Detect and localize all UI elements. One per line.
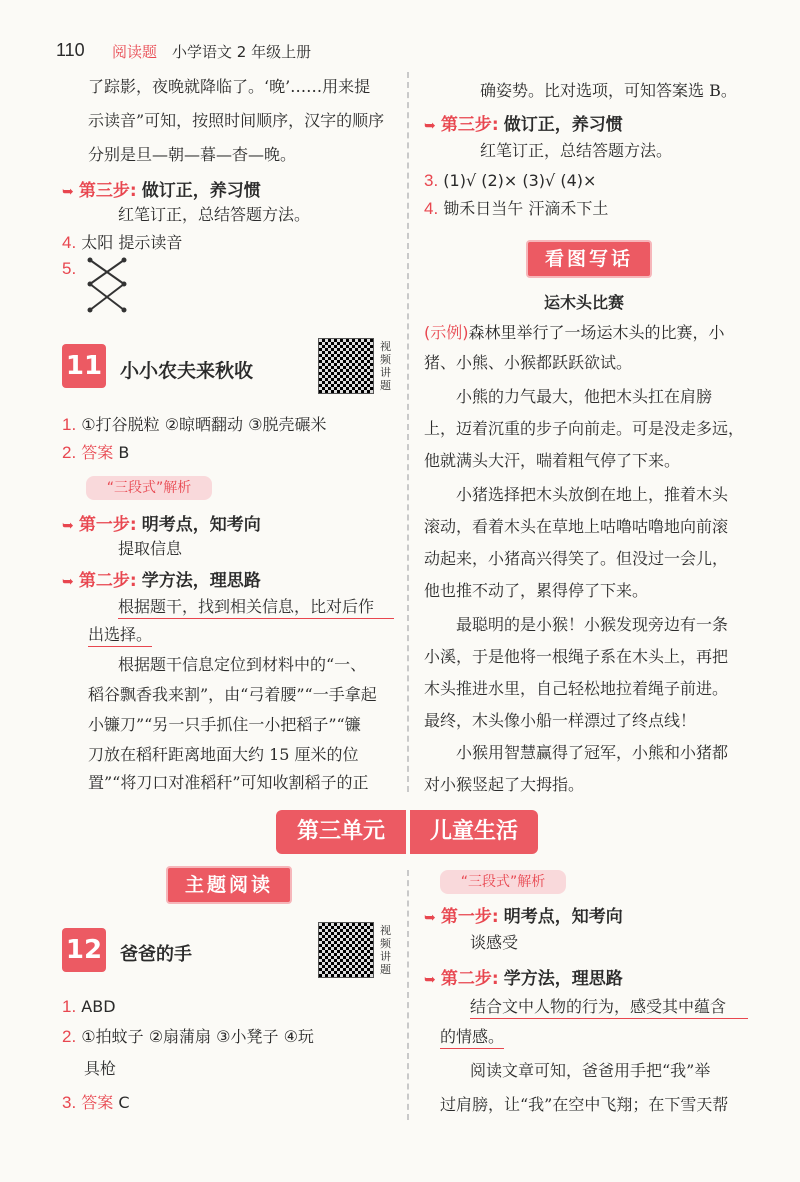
step-arrow-icon: ➥	[62, 518, 74, 534]
step-title: 做订正，养习惯	[141, 181, 261, 201]
essay-line-3: 小熊的力气最大，他把木头扛在肩膀	[456, 387, 713, 406]
lesson-title: 爸爸的手	[120, 944, 192, 965]
essay-line-1: (示例)森林里举行了一场运木头的比赛，小	[424, 323, 725, 342]
essay-title: 运木头比赛	[544, 293, 625, 312]
qr-code-icon[interactable]	[318, 338, 374, 394]
l11-step1-text: 提取信息	[118, 539, 183, 558]
analysis-tag: “三段式”解析	[440, 870, 566, 894]
series-name: 阅读题	[112, 43, 158, 61]
step-arrow-icon: ➥	[424, 972, 436, 988]
book-subject: 小学语文 2 年级上册	[172, 43, 312, 61]
r12-step1-row: ➥ 第一步: 明考点，知考向	[424, 907, 623, 927]
step3-text-left: 红笔订正，总结答题方法。	[118, 205, 311, 224]
l11-step2-line-2: 出选择。	[88, 624, 152, 647]
right-line-1: 确姿势。比对选项，可知答案选 B。	[480, 81, 737, 100]
right-q3: 3. (1)√ (2)× (3)√ (4)×	[424, 171, 597, 190]
column-divider-bottom	[407, 870, 409, 1120]
qr-label: 视频讲题	[380, 924, 391, 976]
l11-body-3: 小镰刀”“另一只手抓住一小把稻子”“镰	[88, 715, 361, 734]
q5-left: 5.	[62, 259, 77, 278]
l12-q2-cont: 具枪	[84, 1059, 117, 1078]
qr-code-icon[interactable]	[318, 922, 374, 978]
r12-step2-line-2: 的情感。	[440, 1026, 504, 1049]
l11-step2-line-1: 根据题干，找到相关信息，比对后作	[118, 596, 394, 619]
essay-line-13: 最终，木头像小船一样漂过了终点线！	[424, 711, 697, 730]
essay-line-2: 猪、小熊、小猴都跃跃欲试。	[424, 353, 633, 372]
page-number: 110	[56, 40, 85, 60]
essay-line-6: 小猪选择把木头放倒在地上，推着木头	[456, 485, 729, 504]
essay-line-14: 小猴用智慧赢得了冠军，小熊和小猪都	[456, 743, 729, 762]
qr-label: 视频讲题	[380, 340, 391, 392]
left-line-2: 示读音”可知，按照时间顺序，汉字的顺序	[88, 111, 385, 130]
example-tag: (示例)	[424, 323, 469, 342]
l11-body-2: 稻谷飘香我来割”，由“弓着腰”“一手拿起	[88, 685, 377, 704]
essay-line-8: 动起来，小猪高兴得笑了。但没过一会儿，	[424, 549, 729, 568]
page-header	[56, 36, 376, 64]
step-label: 第三步:	[78, 181, 137, 201]
r12-step2-line-1: 结合文中人物的行为，感受其中蕴含	[470, 996, 748, 1019]
matching-lines-diagram	[84, 254, 132, 318]
analysis-tag: “三段式”解析	[86, 476, 212, 500]
essay-line-15: 对小猴竖起了大拇指。	[424, 775, 585, 794]
unit-label: 第三单元	[276, 810, 406, 854]
l11-step1-row: ➥ 第一步: 明考点，知考向	[62, 515, 261, 535]
essay-line-4: 上，迈着沉重的步子向前走。可是没走多远，	[424, 419, 745, 438]
l11-step2-row: ➥ 第二步: 学方法，理思路	[62, 571, 261, 591]
l12-q3: 3. 答案 C	[62, 1093, 130, 1112]
q4-left: 4. 太阳 提示读音	[62, 233, 183, 252]
left-line-1: 了踪影，夜晚就降临了。‘晚’……用来提	[88, 77, 371, 96]
right-step3-row: ➥ 第三步: 做订正，养习惯	[424, 115, 623, 135]
essay-line-9: 他也推不动了，累得停了下来。	[424, 581, 649, 600]
unit-theme: 儿童生活	[410, 810, 538, 854]
step-arrow-icon: ➥	[62, 574, 74, 590]
section-title-reading: 主题阅读	[166, 866, 292, 904]
essay-line-12: 木头推进水里，自己轻松地拉着绳子前进。	[424, 679, 729, 698]
l11-q2: 2. 答案 B	[62, 443, 130, 462]
essay-line-10: 最聪明的是小猴！小猴发现旁边有一条	[456, 615, 729, 634]
r12-step2-row: ➥ 第二步: 学方法，理思路	[424, 969, 623, 989]
l11-body-5: 置”“将刀口对准稻秆”可知收割稻子的正	[88, 773, 369, 792]
lesson-number-badge: 12	[62, 928, 106, 972]
essay-line-11: 小溪，于是他将一根绳子系在木头上，再把	[424, 647, 729, 666]
r12-step1-text: 谈感受	[470, 933, 519, 952]
l11-body-1: 根据题干信息定位到材料中的“一、	[118, 655, 367, 674]
l11-q1: 1. ①打谷脱粒 ②晾晒翻动 ③脱壳碾米	[62, 415, 327, 434]
section-title-writing: 看图写话	[526, 240, 652, 278]
l11-body-4: 刀放在稻秆距离地面大约 15 厘米的位	[88, 745, 359, 764]
r12-body-1: 阅读文章可知，爸爸用手把“我”举	[470, 1061, 711, 1080]
step3-row-left	[62, 176, 261, 201]
step-arrow-icon: ➥	[424, 910, 436, 926]
l12-q1: 1. ABD	[62, 997, 116, 1016]
essay-line-5: 他就满头大汗，喘着粗气停了下来。	[424, 451, 681, 470]
lesson-number-badge: 11	[62, 344, 106, 388]
lesson-title: 小小农夫来秋收	[120, 360, 254, 382]
right-step3-text: 红笔订正，总结答题方法。	[480, 141, 673, 160]
l12-q2: 2. ①拍蚊子 ②扇蒲扇 ③小凳子 ④玩	[62, 1027, 314, 1046]
step-arrow-icon: ➥	[62, 184, 74, 200]
unit-banner	[276, 810, 538, 854]
right-q4: 4. 锄禾日当午 汗滴禾下土	[424, 199, 609, 218]
r12-body-2: 过肩膀，让“我”在空中飞翔；在下雪天帮	[440, 1095, 729, 1114]
essay-line-7: 滚动，看着木头在草地上咕噜咕噜地向前滚	[424, 517, 729, 536]
column-divider-top	[407, 72, 409, 792]
left-line-3: 分别是旦—朝—暮—杳—晚。	[88, 145, 297, 164]
step-arrow-icon: ➥	[424, 118, 436, 134]
